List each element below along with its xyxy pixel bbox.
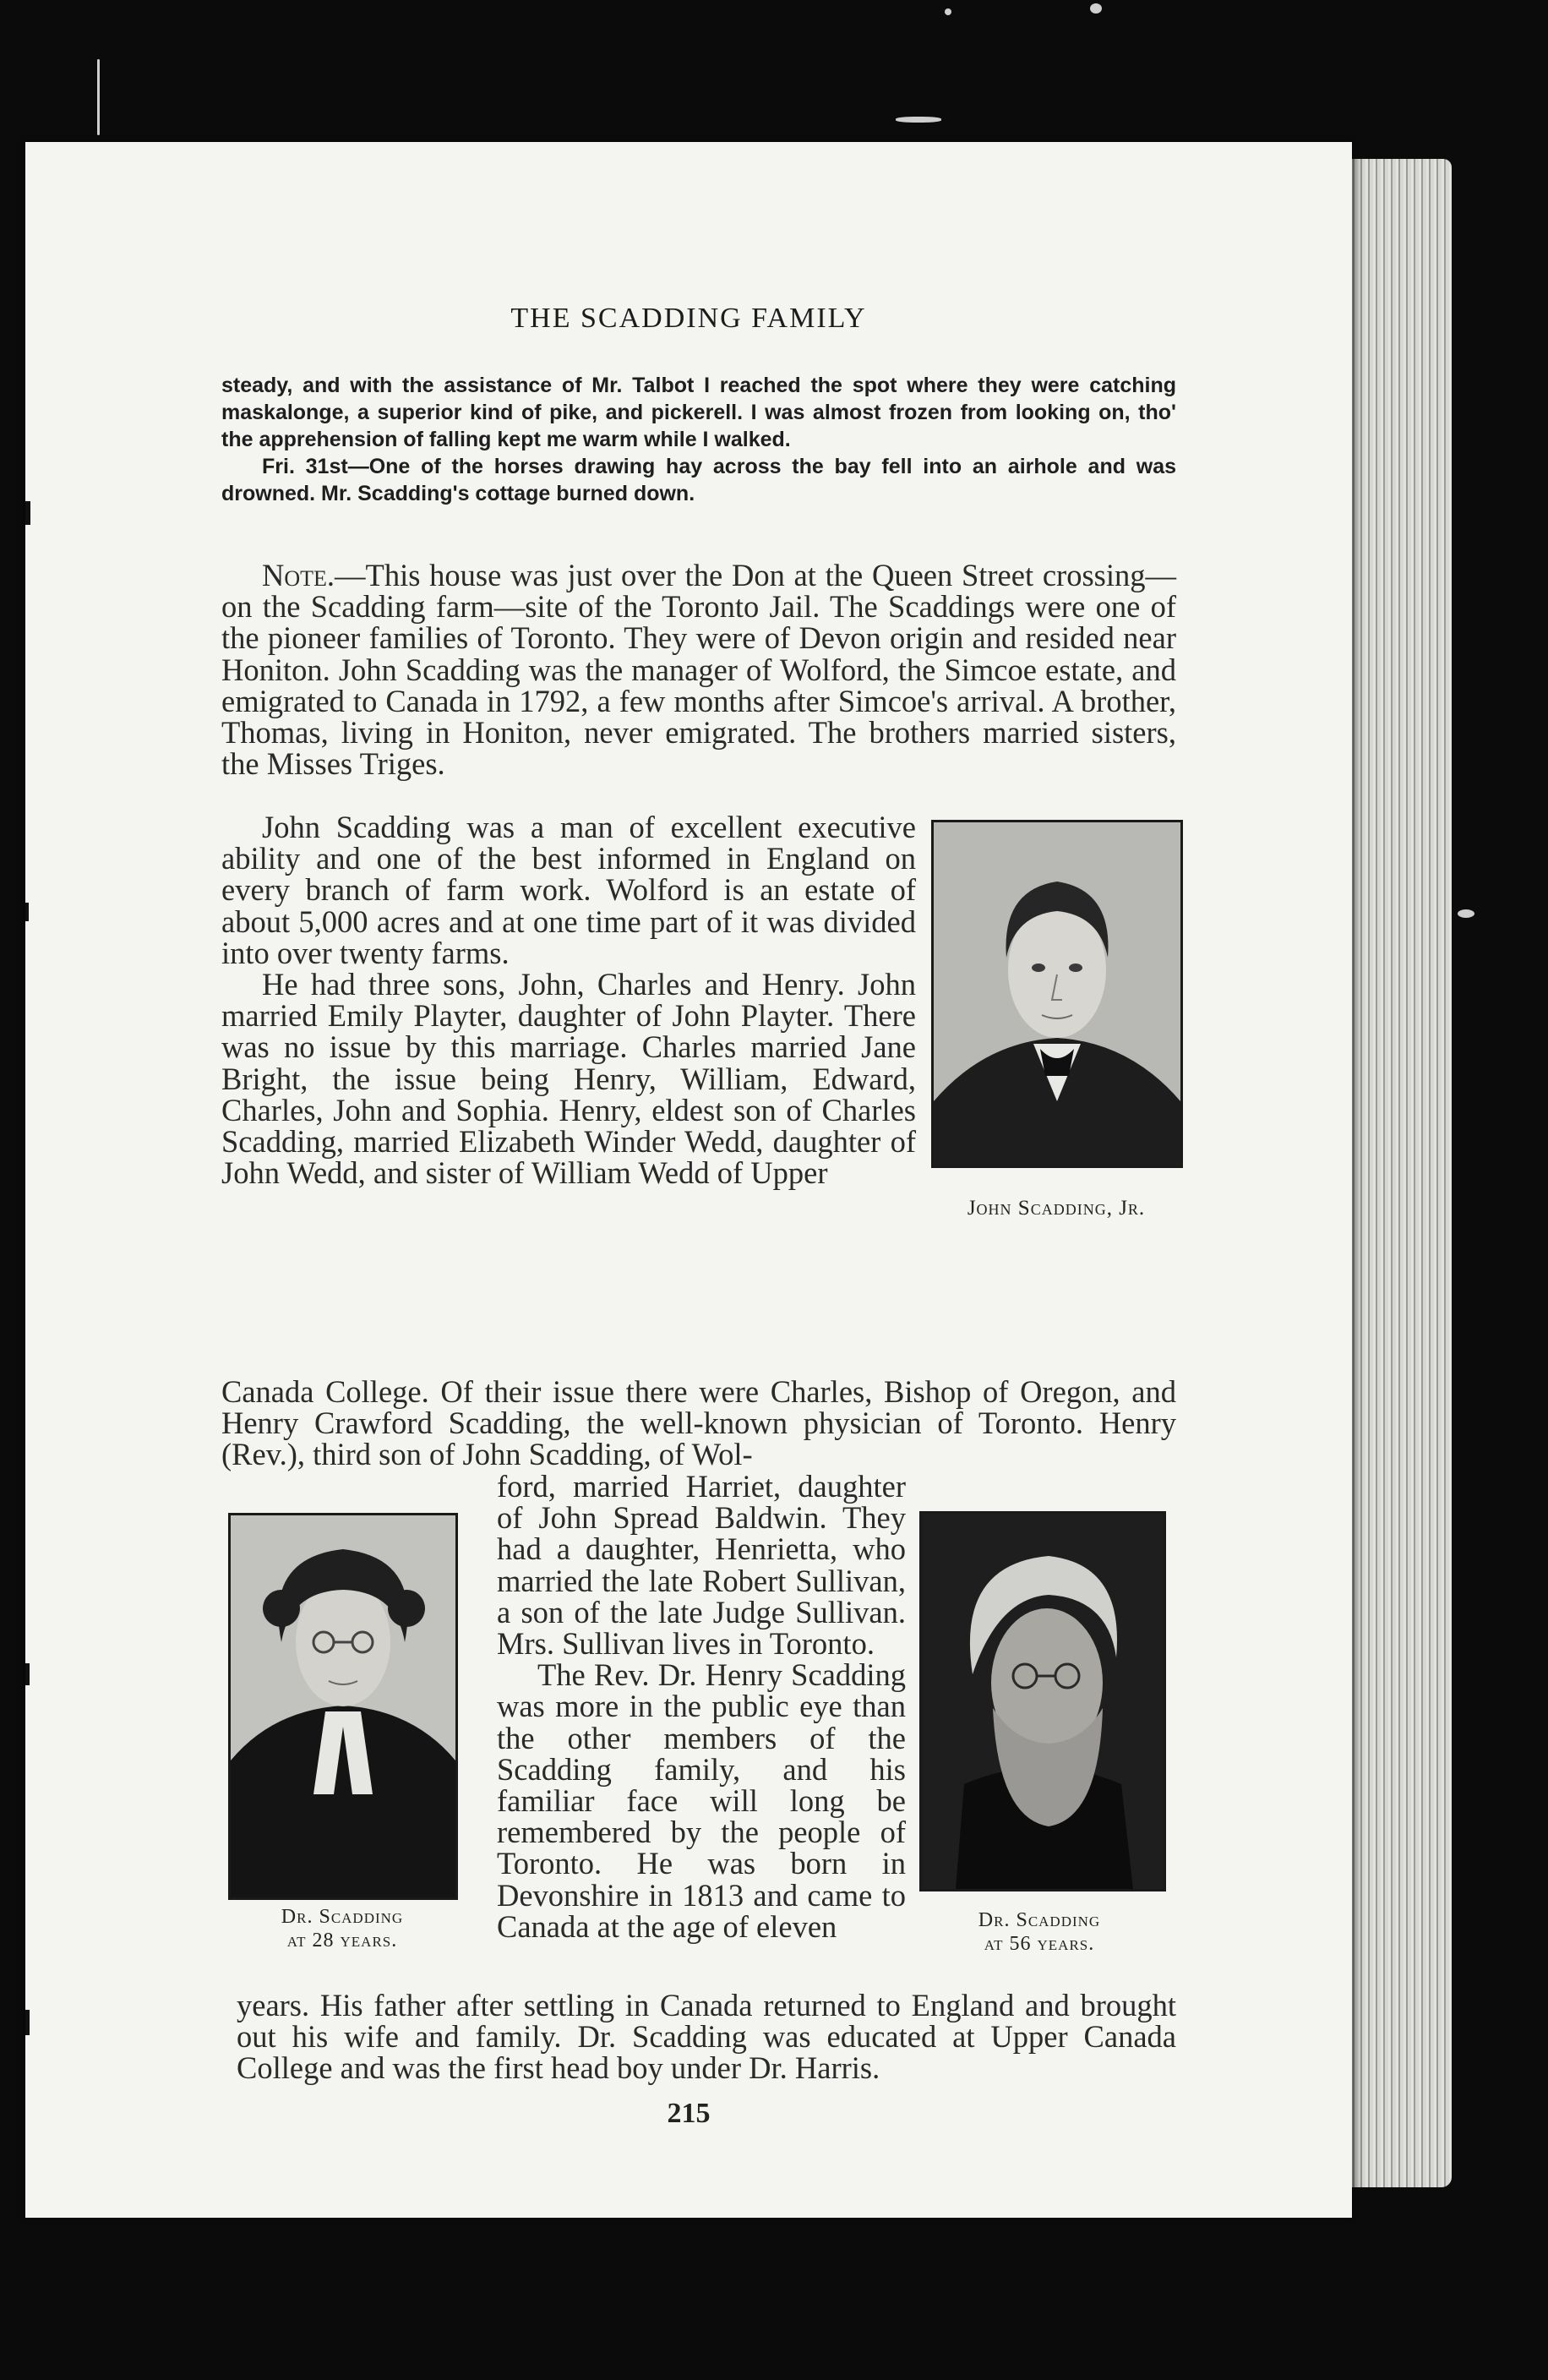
body-paragraph: ford, married Harriet, daughter of John Spread Baldwin. They had a daughter, Henrietta, who married the late Robert Sullivan, a son of the late Judge Sullivan. Mrs. Sullivan lives in Toronto. [497, 1469, 906, 1662]
scan-speck [1090, 3, 1102, 14]
scan-speck [97, 59, 100, 135]
portrait-john-scadding-jr [931, 820, 1183, 1168]
body-paragraph: The Rev. Dr. Henry Scadding was more in the public eye than the other members of the Scadding family, and his familiar face will long be remembered by the people of Toronto. He was born in Devonshire in 1813 and came to Canada at the age of eleven [497, 1657, 906, 1944]
margin-mark [25, 2010, 30, 2035]
caption-dr-scadding-28 [220, 1905, 465, 1952]
portrait-image [922, 1514, 1164, 1889]
body-paragraph: years. His father after settling in Canada returned to England and brought out his wife and family. Dr. Scadding was educated at Upper Canada College and was the first head boy under Dr. Harris. [237, 1988, 1176, 2086]
body-paragraph: Canada College. Of their issue there were Charles, Bishop of Oregon, and Henry Crawford Scadding, the well-known physician of Toronto. Henry (Rev.), third son of John Scadding, of Wol- [221, 1374, 1176, 1472]
body-paragraph: John Scadding was a man of excellent executive ability and one of the best informed in England on every branch of farm work. Wolford is an estate of about 5,000 acres and at one time part of it was divided into over twenty farms. [221, 810, 916, 970]
note-label: Note. [262, 558, 335, 592]
portrait-image [934, 822, 1180, 1165]
caption-line: Dr. Scadding [978, 1909, 1101, 1931]
diary-paragraph: steady, and with the assistance of Mr. Talbot I reached the spot where they were catching maskalonge, a superior kind of pike, and pickerell. I was almost frozen from looking on, tho' the apprehension of falling kept me warm while I walked. [221, 374, 1176, 451]
caption-line: at 56 years. [984, 1933, 1095, 1955]
running-header: THE SCADDING FAMILY [510, 303, 867, 334]
note-block [221, 558, 1176, 782]
page-number: 215 [667, 2098, 711, 2129]
portrait-image [231, 1515, 455, 1897]
margin-mark [25, 903, 29, 921]
diary-paragraph: Fri. 31st—One of the horses drawing hay across the bay fell into an airhole and was drowned. Mr. Scadding's cottage burned down. [221, 455, 1176, 505]
caption-line: Dr. Scadding [281, 1906, 404, 1928]
scan-speck [945, 8, 951, 15]
caption-line: at 28 years. [286, 1930, 398, 1951]
note-paragraph: Note.—This house was just over the Don at the Queen Street crossing—on the Scadding farm—site of the Toronto Jail. The Scaddings were one of the pioneer families of Toronto. They were of Devon origin and resided near Honiton. John Scadding was the manager of Wolford, the Simcoe estate, and emigrated to Canada in 1792, a few months after Simcoe's arrival. A brother, Thomas, living in Honiton, never emigrated. The brothers married sisters, the Misses Triges. [221, 558, 1176, 782]
diary-excerpt [221, 372, 1176, 507]
scan-speck [896, 117, 941, 123]
body-paragraph: He had three sons, John, Charles and Henry. John married Emily Playter, daughter of John Playter. There was no issue by this marriage. Charles married Jane Bright, the issue being Henry, William, Edward, Charles, John and Sophia. Henry, eldest son of Charles Scadding, married Elizabeth Winder Wedd, daughter of John Wedd, and sister of William Wedd of Upper [221, 967, 916, 1191]
scan-speck [1458, 909, 1474, 918]
page-edges [1350, 159, 1452, 2187]
caption-john-scadding-jr: John Scadding, Jr. [967, 1197, 1146, 1220]
text-wide-bottom [237, 1990, 1176, 2084]
book-page [25, 142, 1352, 2218]
margin-mark [25, 1663, 30, 1685]
portrait-dr-scadding-56 [919, 1511, 1166, 1891]
text-wide-middle [221, 1376, 1176, 1471]
margin-mark [25, 501, 30, 525]
portrait-dr-scadding-28 [228, 1513, 458, 1900]
caption-dr-scadding-56 [913, 1908, 1166, 1956]
text-column-center [497, 1471, 906, 1942]
text-column-upper [221, 810, 916, 1191]
page-gutter-shadow [1350, 159, 1364, 2187]
